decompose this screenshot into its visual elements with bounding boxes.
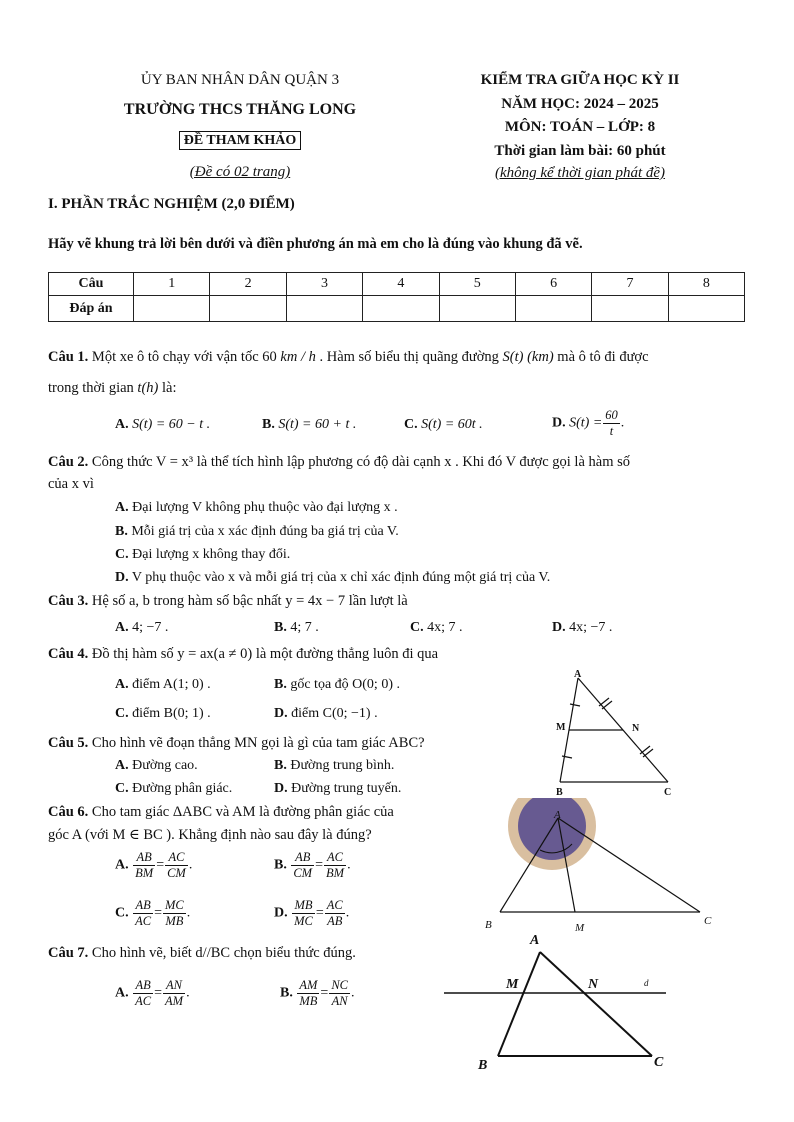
q6-c-n1: AB [133,898,153,914]
q1-unit-km: (km) [527,349,554,365]
q2-option-c[interactable] [115,547,290,563]
q7-b-frac-2 [329,978,350,1009]
q3-option-d[interactable] [552,620,612,636]
q2-option-c-text: Đại lượng x không thay đổi. [128,547,291,562]
q6-d-d2: AB [327,914,343,928]
question-2-line-2: của x vì [48,476,94,492]
question-1-line-2 [48,380,176,397]
q7-label-b: B [478,1058,488,1073]
table-col-5: 5 [439,273,515,296]
q5-option-d[interactable] [274,781,401,797]
question-1-line-1 [48,349,649,366]
time-note [420,165,740,182]
school-name: TRƯỜNG THCS THĂNG LONG [123,101,357,118]
table-col-4: 4 [363,273,439,296]
q7-side-ac [540,952,652,1056]
question-7-line [48,945,356,962]
q1-option-d[interactable]: D. S(t) = $\frac{60}{t}$ . [552,408,625,438]
q7-a-d2: AM [165,994,184,1008]
reference-exam-wrap [100,133,380,149]
q5-option-c-label: C. [115,781,129,796]
q2-text: Công thức V = x³ là thể tích hình lập phương có độ dài cạnh x . Khi đó V được gọi là hàm số [88,454,630,470]
q3-option-c[interactable] [410,620,463,636]
q6-c-n2: MC [165,898,184,912]
q5-label-m: M [556,722,566,733]
q7-option-a-label: A. [115,985,129,1001]
q7-b-n1: AM [299,978,318,992]
question-7-label: Câu 7. [48,945,89,961]
q6-label-a: A [554,809,561,821]
question-2-line-1 [48,454,630,471]
q7-a-d1: AC [135,994,152,1008]
q1-option-b-text: S(t) = 60 + t . [278,417,357,432]
q6-angle-bisector-figure [478,798,718,940]
q5-text: Cho hình vẽ đoạn thẳng MN gọi là gì của tam giác ABC? [88,735,425,751]
answer-cell-4[interactable] [363,296,439,322]
q6-a-n2: AC [165,850,188,866]
q6-d-frac-1 [292,898,315,929]
q6-c-frac-2 [163,898,186,929]
q7-b-frac-1 [297,978,319,1009]
q1-option-b[interactable] [262,417,356,433]
q6-option-b[interactable]: B. $\frac{AB}{CM}$ = $\frac{AC}{BM}$ . [274,850,351,880]
q3-text: Hệ số a, b trong hàm số bậc nhất y = 4x − 7 lần lượt là [88,593,408,609]
q3-option-d-text: 4x; −7 . [569,620,613,635]
q7-label-d: d [644,978,649,988]
q2-option-d-label: D. [115,570,129,585]
answer-cell-5[interactable] [439,296,515,322]
q6-option-d-label: D. [274,905,288,921]
answer-cell-1[interactable] [134,296,210,322]
q2-option-a[interactable] [115,500,398,516]
q3-option-c-text: 4x; 7 . [427,620,463,635]
q6-option-d[interactable]: D. $\frac{MB}{MC}$ = $\frac{AC}{AB}$ . [274,898,350,928]
q5-option-c[interactable] [115,781,232,797]
q6-a-frac-2 [165,850,188,881]
time-note-text: (không kể thời gian phát đề) [494,165,666,181]
q6-label-c: C [704,915,712,927]
q6-a-d1: BM [135,866,154,880]
q4-option-c-label: C. [115,706,129,721]
q3-option-b-text: 4; 7 . [290,620,319,635]
q6-label-b: B [485,919,492,931]
q5-option-a[interactable] [115,758,198,774]
table-label-answer: Đáp án [49,296,134,322]
answer-table [48,272,745,322]
q4-option-a-label: A. [115,677,129,692]
section-1-title: I. PHẦN TRẮC NGHIỆM (2,0 ĐIỂM) [48,196,295,212]
school-year: NĂM HỌC: 2024 – 2025 [501,96,659,112]
q6-label-m: M [575,922,585,934]
q4-option-a[interactable] [115,677,211,693]
q5-label-a: A [574,670,582,680]
q2-option-a-label: A. [115,500,129,515]
q1-line2-a: trong thời gian [48,380,138,396]
q3-option-b[interactable] [274,620,319,636]
question-6-line-1 [48,804,394,821]
q7-b-d2: AN [331,994,348,1008]
q2-option-b-text: Mỗi giá trị của x xác định đúng ba giá trị của V. [127,524,399,539]
q7-a-frac-2 [163,978,185,1009]
q2-option-b-label: B. [115,524,128,539]
q4-option-b[interactable] [274,677,400,693]
q1-text-b: . Hàm số biểu thị quãng đường [315,349,503,365]
time-allowed: Thời gian làm bài: 60 phút [494,143,666,159]
q4-text: Đồ thị hàm số y = ax(a ≠ 0) là một đường thẳng luôn đi qua [88,646,439,662]
q1-option-d-num: 60 [605,408,618,422]
q5-label-c: C [664,787,672,798]
q3-option-a-text: 4; −7 . [132,620,169,635]
answer-cell-7[interactable] [592,296,668,322]
question-4-label: Câu 4. [48,646,89,662]
q7-parallel-line-figure [440,928,690,1078]
q4-option-a-text: điểm A(1; 0) . [128,677,211,692]
q6-b-d2: BM [326,866,345,880]
q5-option-b-label: B. [274,758,287,773]
question-3-line [48,593,408,610]
q2-option-a-text: Đại lượng V không phụ thuộc vào đại lượng x . [128,500,398,515]
q6-option-a-label: A. [115,857,129,873]
answer-table-header-row [49,273,745,296]
instruction-text: Hãy vẽ khung trả lời bên dưới và điền phương án mà em cho là đúng vào khung đã vẽ. [48,236,583,252]
q1-option-d-label: D. [552,415,566,431]
q1-line2-b: là: [158,380,177,396]
q1-func: S(t) [502,349,524,365]
q7-label-m: M [506,977,519,992]
q4-option-b-label: B. [274,677,287,692]
q5-option-c-text: Đường phân giác. [128,781,233,796]
q1-option-a-label: A. [115,417,129,432]
answer-cell-8[interactable] [668,296,744,322]
q2-option-b[interactable] [115,524,399,540]
answer-cell-2[interactable] [210,296,286,322]
q6-a-n1: AB [133,850,155,866]
q1-text-a: Một xe ô tô chạy với vận tốc 60 [88,349,281,365]
answer-cell-6[interactable] [515,296,591,322]
district-name: ỦY BAN NHÂN DÂN QUẬN 3 [140,72,340,88]
q1-text-c: mà ô tô đi được [553,349,649,365]
question-6-line-2: góc A (với M ∈ BC ). Khẳng định nào sau đây là đúng? [48,827,372,843]
table-label-question: Câu [49,273,134,296]
q1-option-b-label: B. [262,417,275,432]
answer-cell-3[interactable] [286,296,362,322]
q1-option-d-lhs: S(t) = [569,415,603,431]
q6-d-n2: AC [326,898,343,912]
exam-title: KIỂM TRA GIỮA HỌC KỲ II [480,72,680,88]
q5-triangle-figure [550,670,680,800]
question-6-label: Câu 6. [48,804,89,820]
page-count-note [100,164,380,181]
q5-option-d-text: Đường trung tuyến. [287,781,402,796]
q4-option-d[interactable] [274,706,378,722]
q6-b-d1: CM [293,866,313,880]
q5-option-a-label: A. [115,758,129,773]
reference-exam-label: ĐỀ THAM KHẢO [179,131,302,150]
subject-grade: MÔN: TOÁN – LỚP: 8 [504,119,656,135]
question-5-label: Câu 5. [48,735,89,751]
q6-c-frac-1 [133,898,153,929]
q5-option-b-text: Đường trung bình. [286,758,395,773]
table-col-3: 3 [286,273,362,296]
q1-option-c-label: C. [404,417,418,432]
q6-c-d2: MB [165,914,184,928]
table-col-8: 8 [668,273,744,296]
q6-option-b-label: B. [274,857,287,873]
q7-option-b[interactable]: B. $\frac{AM}{MB}$ = $\frac{NC}{AN}$ . [280,978,355,1008]
q6-b-n2: AC [324,850,346,866]
q5-label-n: N [632,723,640,734]
q5-tick-mb [562,756,572,758]
q1-var-t: t(h) [137,380,159,396]
q1-option-d-frac [603,408,620,439]
question-1-label: Câu 1. [48,349,89,365]
q6-c-d1: AC [135,914,152,928]
q6-a-frac-1 [133,850,155,881]
q5-option-b[interactable] [274,758,394,774]
q6-option-c-label: C. [115,905,129,921]
q3-option-a[interactable] [115,620,168,636]
q6-b-frac-2 [324,850,346,881]
q1-option-a[interactable] [115,417,210,433]
question-3-label: Câu 3. [48,593,89,609]
q7-label-c: C [654,1055,664,1070]
q4-option-b-text: gốc tọa độ O(0; 0) . [286,677,400,692]
q6-d-d1: MC [294,914,313,928]
q2-option-c-label: C. [115,547,129,562]
q6-option-c[interactable]: C. $\frac{AB}{AC}$ = $\frac{MC}{MB}$ . [115,898,191,928]
q3-option-b-label: B. [274,620,287,635]
q7-b-n2: NC [331,978,348,992]
table-col-1: 1 [134,273,210,296]
q6-a-d2: CM [167,866,186,880]
q6-d-frac-2 [325,898,345,929]
q5-option-d-label: D. [274,781,288,796]
question-2-label: Câu 2. [48,454,89,470]
question-4-line [48,646,438,663]
q5-label-b: B [556,787,563,798]
q2-option-d-text: V phụ thuộc vào x và mỗi giá trị của x chỉ xác định đúng một giá trị của V. [128,570,551,585]
q1-option-c-text: S(t) = 60t . [421,417,483,432]
question-5-line [48,735,425,752]
q3-option-c-label: C. [410,620,424,635]
q2-option-d[interactable] [115,570,550,586]
page-count-text: (Đề có 02 trang) [189,164,291,180]
table-col-7: 7 [592,273,668,296]
q7-option-a[interactable]: A. $\frac{AB}{AC}$ = $\frac{AN}{AM}$ . [115,978,190,1008]
q4-option-c[interactable] [115,706,211,722]
q3-option-a-label: A. [115,620,129,635]
q3-option-d-label: D. [552,620,566,635]
answer-table-answer-row [49,296,745,322]
q7-label-n: N [588,977,599,992]
q5-tick-am [570,704,580,706]
q4-option-d-label: D. [274,706,288,721]
q6-b-n1: AB [291,850,314,866]
table-col-6: 6 [515,273,591,296]
q4-option-d-text: điểm C(0; −1) . [287,706,378,721]
q1-unit-kmh: km / h [280,349,316,365]
q1-option-a-text: S(t) = 60 − t . [132,417,211,432]
q7-b-d1: MB [299,994,318,1008]
q7-a-n1: AB [133,978,153,994]
table-col-2: 2 [210,273,286,296]
q6-d-n1: MB [292,898,315,914]
q5-option-a-text: Đường cao. [128,758,198,773]
q6-b-frac-1 [291,850,314,881]
q7-option-b-label: B. [280,985,293,1001]
q6-option-a[interactable]: A. $\frac{AB}{BM}$ = $\frac{AC}{CM}$ . [115,850,193,880]
q7-text: Cho hình vẽ, biết d//BC chọn biểu thức đúng. [88,945,356,961]
q1-option-c[interactable] [404,417,483,433]
q4-option-c-text: điểm B(0; 1) . [128,706,211,721]
q7-side-ab [498,952,540,1056]
q6-side-ac [558,818,700,912]
q6-text: Cho tam giác ΔABC và AM là đường phân giác của [88,804,394,820]
q7-a-frac-1 [133,978,153,1009]
q1-option-d-den: t [609,424,614,438]
q7-a-n2: AN [163,978,185,994]
q7-label-a: A [530,933,540,948]
